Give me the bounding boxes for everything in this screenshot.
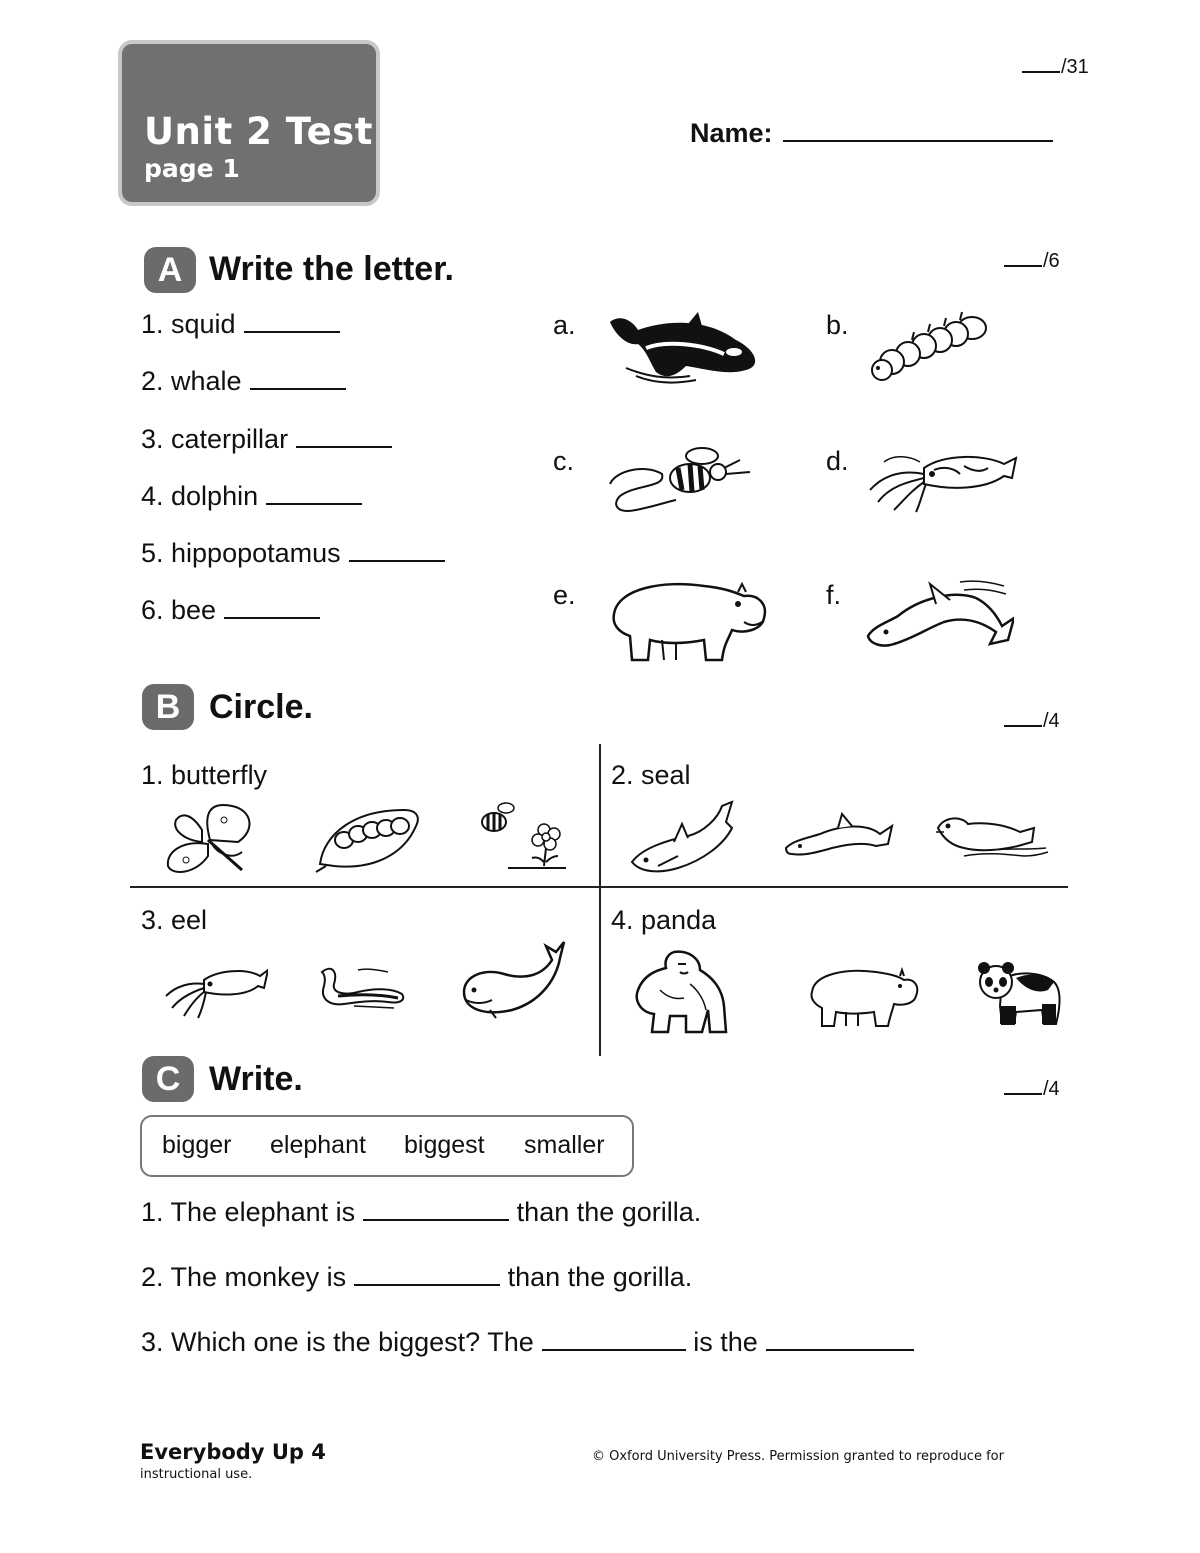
- answer-blank[interactable]: [266, 485, 362, 505]
- word-bank: [140, 1115, 634, 1177]
- footer-usage: instructional use.: [140, 1467, 253, 1482]
- option-letter-b: b.: [826, 310, 849, 340]
- answer-blank[interactable]: [354, 1266, 500, 1286]
- whale-icon: [606, 310, 764, 386]
- sentence-3: 3. Which one is the biggest? The is the: [141, 1327, 914, 1358]
- grid-divider-horizontal: [130, 886, 1068, 888]
- section-b-score-blank[interactable]: [1004, 711, 1042, 727]
- section-b-title: Circle.: [209, 688, 313, 726]
- grid-divider-vertical: [599, 744, 601, 1056]
- answer-blank[interactable]: [224, 599, 320, 619]
- answer-blank[interactable]: [250, 370, 346, 390]
- dolphin-icon[interactable]: [784, 810, 894, 860]
- whale-icon[interactable]: [460, 940, 568, 1020]
- section-a-badge: A: [144, 247, 196, 293]
- caterpillar-on-leaf-icon[interactable]: [314, 804, 422, 874]
- squid-icon[interactable]: [162, 962, 268, 1020]
- sentence-1: 1. The elephant is than the gorilla.: [141, 1197, 702, 1227]
- dolphin-icon: [864, 578, 1014, 654]
- seal-icon[interactable]: [934, 810, 1050, 860]
- word-bank-item: smaller: [524, 1131, 605, 1159]
- list-item: 2. whale: [141, 366, 346, 397]
- page-number: page 1: [144, 154, 240, 183]
- footer-book-title: Everybody Up 4: [140, 1440, 326, 1464]
- word-bank-item: elephant: [270, 1131, 366, 1159]
- question-label: 1. butterfly: [141, 760, 268, 790]
- answer-blank[interactable]: [349, 542, 445, 562]
- panda-icon[interactable]: [976, 960, 1062, 1026]
- section-c-badge: C: [142, 1056, 194, 1102]
- bee-icon: [606, 444, 756, 518]
- list-item: 1. squid: [141, 309, 340, 340]
- answer-blank[interactable]: [766, 1331, 914, 1351]
- squid-icon: [864, 444, 1020, 518]
- unit-title: Unit 2 Test: [144, 110, 373, 153]
- option-letter-e: e.: [553, 580, 576, 610]
- answer-blank[interactable]: [542, 1331, 686, 1351]
- word-bank-item: bigger: [162, 1131, 232, 1159]
- option-letter-a: a.: [553, 310, 576, 340]
- answer-blank[interactable]: [363, 1201, 509, 1221]
- eel-icon[interactable]: [318, 962, 406, 1010]
- footer-copyright: © Oxford University Press. Permission granted to reproduce for: [592, 1449, 1004, 1464]
- list-item: 4. dolphin: [141, 481, 362, 512]
- bee-and-flower-icon[interactable]: [478, 800, 568, 872]
- butterfly-icon[interactable]: [162, 800, 262, 878]
- hippopotamus-icon: [604, 574, 770, 666]
- caterpillar-icon: [868, 310, 992, 384]
- section-c-title: Write.: [209, 1060, 303, 1098]
- section-b-badge: B: [142, 684, 194, 730]
- shark-icon[interactable]: [628, 798, 734, 876]
- section-a-title: Write the letter.: [209, 250, 454, 288]
- option-letter-f: f.: [826, 580, 842, 610]
- section-a-score-blank[interactable]: [1004, 251, 1042, 267]
- section-c-score-blank[interactable]: [1004, 1079, 1042, 1095]
- name-row: [690, 118, 1053, 149]
- total-score-blank[interactable]: [1022, 57, 1060, 73]
- list-item: 3. caterpillar: [141, 424, 392, 455]
- section-b-score: /4: [1004, 710, 1060, 733]
- hippopotamus-icon[interactable]: [806, 964, 920, 1028]
- name-field[interactable]: [783, 120, 1053, 142]
- section-c-score: /4: [1004, 1078, 1060, 1101]
- question-label: 3. eel: [141, 905, 208, 935]
- section-a-score: /6: [1004, 250, 1060, 273]
- question-label: 2. seal: [611, 760, 691, 790]
- question-label: 4. panda: [611, 905, 717, 935]
- total-score: /31: [1022, 56, 1089, 79]
- option-letter-d: d.: [826, 446, 849, 476]
- word-bank-item: biggest: [404, 1131, 485, 1159]
- list-item: 6. bee: [141, 595, 320, 626]
- unit-title-box: [118, 40, 380, 206]
- option-letter-c: c.: [553, 446, 575, 476]
- gorilla-icon[interactable]: [630, 950, 730, 1036]
- answer-blank[interactable]: [296, 428, 392, 448]
- sentence-2: 2. The monkey is than the gorilla.: [141, 1262, 693, 1292]
- answer-blank[interactable]: [244, 313, 340, 333]
- name-label: Name:: [690, 118, 773, 148]
- list-item: 5. hippopotamus: [141, 538, 445, 569]
